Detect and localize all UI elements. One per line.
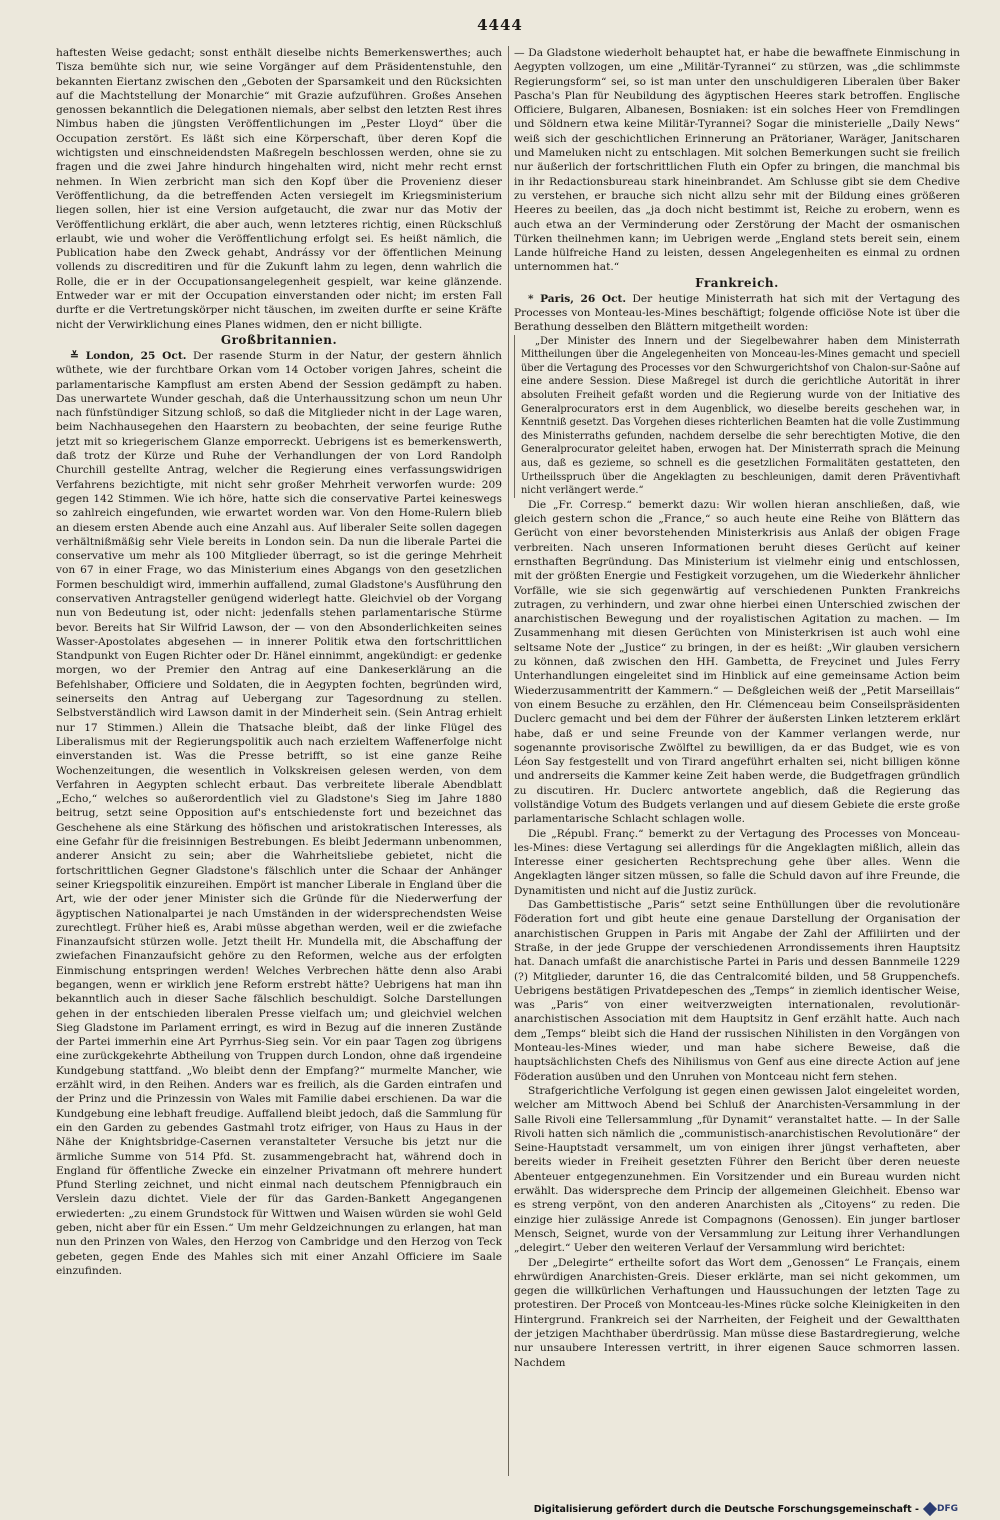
article-republ-franc-paragraph: Die „Républ. Franç.“ bemerkt zu der Vertagung des Processes von Monceau-les-Mines: diese Vertagung sei allerdings für die Angeklagten mißlich, allein das Interesse einer gesicherten Rechtsprechung gehe über alles. Wenn die Angeklagten länger sitzen müssen, so falle die Schuld davon auf ihre Freunde, die Dynamitisten und nicht auf die Justiz zurück. [514,827,960,897]
column-divider [508,46,509,1476]
section-heading-great-britain: Großbritannien. [220,332,338,347]
page-number: 4444 [477,16,523,34]
article-paris-paragraph [514,292,960,335]
right-column [514,46,960,1476]
article-london-text: Der rasende Sturm in der Natur, der gestern ähnlich wüthete, wie der furchtbare Orkan vom 14 October vorigen Jahres, scheint die parlamentarische Kampflust am ersten Abend der Session gedämpft zu haben. Das unerwartete Wunder geschah, daß die Unterhaussitzung schon um neun Uhr nach fünfstündiger Sitzung schloß, so daß die Mitglieder nicht in der Lage waren, beim Nachhausegehen den Haarstern zu beobachten, der seine feurige Ruthe jetzt mit so kriegerischem Glanze emporreckt. Uebrigens ist es bemerkenswerth, daß trotz der Kürze und Ruhe der Verhandlungen der von Lord Randolph Churchill gestellte Antrag, welcher die Regierung eines verfassungswidrigen Verfahrens bezichtigte, mit nicht sehr großer Mehrheit verworfen wurde: 209 gegen 142 Stimmen. Wie ich höre, hatte sich die conservative Partei keineswegs so zahlreich eingefunden, wie erwartet worden war. Von den Home-Rulern blieb an diesem ersten Abende auch eine Anzahl aus. Auf liberaler Seite sollen dagegen verhältnißmäßig sehr Viele bereits in London sein. Da nun die liberale Partei die conservative um mehr als 100 Mitglieder überragt, so ist die geringe Mehrheit von 67 in einer Frage, wo das Ministerium eines Abgangs von den gesetzlichen Formen beschuldigt wird, immerhin auffallend, zumal Gladstone's Ausführung den conservativen Antragsteller genügend widerlegt hatte. Gleichviel ob der Vorgang nun von Bedeutung ist, oder nicht: jedenfalls stehen parlamentarische Stürme bevor. Bereits hat Sir Wilfrid Lawson, der — von den Absonderlichkeiten seines Wasser-Apostolates abgesehen — in innerer Politik etwa den fortschrittlichen Standpunkt von Eugen Richter oder Dr. Hänel einnimmt, angekündigt: er gedenke morgen, wo der Premier den Antrag auf eine Dankeserklärung an die Befehlshaber, Officiere und Soldaten, die in Aegypten fochten, begründen wird, seinerseits den Antrag auf Uebergang zur Tagesordnung zu stellen. Selbstverständlich wird Lawson damit in der Minderheit sein. (Sein Antrag erhielt nur 17 Stimmen.) Allein die Thatsache bleibt, daß der linke Flügel des Liberalismus mit der Regierungspolitik auch nach erzieltem Waffenerfolge nicht einverstanden ist. Was die Presse betrifft, so ist eine ganze Reihe Wochenzeitungen, die wesentlich in Volkskreisen gelesen werden, von dem Verfahren in Aegypten schlecht erbaut. Das verbreitete liberale Abendblatt „Echo,“ welches so außerordentlich viel zu Gladstone's Sieg im Jahre 1880 beitrug, setzt seine Opposition auf's entschiedenste fort und bezeichnet das Geschehene als eine Stärkung des höfischen und aristokratischen Interesses, als eine Gefahr für die freisinnigen Bestrebungen. Es bleibt Jedermann unbenommen, anderer Ansicht zu sein; aber die Wahrheitsliebe gebietet, nicht die fortschrittlichen Gegner Gladstone's fälschlich unter die Schaar der Anhänger seiner Kriegspolitik einzureihen. Empört ist mancher Liberale in England über die Art, wie der oder jener Minister sich die Gründe für die Niederwerfung der ägyptischen Nationalpartei je nach Umständen in der widersprechendsten Weise zurechtlegt. Früher hieß es, Arabi müsse abgethan werden, weil er die zwiefache Finanzaufsicht stürzen wolle. Jetzt theilt Hr. Mundella mit, die Abschaffung der zwiefachen Finanzaufsicht gehöre zu den Reformen, welche aus der erfolgten Einmischung entspringen werden! Welches Verbrechen hätte denn also Arabi begangen, wenn er wirklich jene Reform erstrebt hätte? Uebrigens hat man ihn bekanntlich auch in dieser Sache fälschlich beschuldigt. Solche Darstellungen gehen in der entschieden liberalen Presse vielfach um; und gleichviel welchen Sieg Gladstone im Parlament erringt, es wird in Bezug auf die inneren Zustände der Partei immerhin eine Art Pyrrhus-Sieg sein. Vor ein paar Tagen zog übrigens eine zurückgekehrte Abtheilung von Truppen durch London, ohne daß irgendeine Kundgebung stattfand. „Wo bleibt denn der Empfang?“ murmelte Mancher, wie erzählt wird, in den Reihen. Anders war es freilich, als die Garden eintrafen und der Prinz und die Prinzessin von Wales mit Familie dabei erschienen. Da war die Kundgebung eine lebhaft freudige. Auffallend bleibt jedoch, daß die Sammlung für ein den Garden zu gebendes Gastmahl trotz eifriger, von Haus zu Haus in der Nähe der Knightsbridge-Casernen veranstalteter Versuche bis jetzt nur die ärmliche Summe von 514 Pfd. St. zusammengebracht hat, während doch in England für öffentliche Zwecke ein einzelner Privatmann oft mehrere hundert Pfund Sterling zeichnet, und nicht einmal nach deutschem Pfennigbrauch ein Verslein dazu dichtet. Viele der für das Garden-Bankett Angegangenen erwiederten: „zu einem Grundstock für Wittwen und Waisen würden sie wohl Geld geben, nicht aber für ein Essen.“ Um mehr Geldzeichnungen zu erlangen, hat man nun den Prinzen von Wales, den Herzog von Cambridge und den Herzog von Teck gebeten, gegen Ende des Mahles sich mit einer Anzahl Officiere im Saale einzufinden. [56,349,502,1277]
dfg-logo [925,1504,958,1514]
article-paris-anarchists-paragraph: Das Gambettistische „Paris“ setzt seine Enthüllungen über die revolutionäre Föderation fort und gibt heute eine genaue Darstellung der Organisation der anarchistischen Gruppen in Paris mit Angabe der Zahl der Affiliirten und der Straße, in der jede Gruppe der verschiedenen Arrondissements ihren Hauptsitz hat. Danach umfaßt die anarchistische Partei in Paris und dessen Bannmeile 1229 (?) Mitglieder, darunter 16, die das Centralcomité bilden, und 58 Gruppenchefs. Uebrigens bestätigen Privatdepeschen des „Temps“ in ziemlich identischer Weise, was „Paris“ von einer weitverzweigten internationalen, revolutionär-anarchistischen Association mit dem Hauptsitz in Genf erzählt hatte. Auch nach dem „Temps“ bleibt sich die Hand der russischen Nihilisten in den Vorgängen von Monteau-les-Mines wieder, und man habe sichere Beweise, daß die hauptsächlichsten Chefs des Nihilismus von Genf aus eine directe Action auf jene Föderation ausüben und den Unruhen von Montceau nicht fern stehen. [514,899,960,1083]
dfg-logo-mark-icon [923,1502,937,1516]
dfg-logo-text: DFG [936,1504,958,1514]
dateline-paris: * Paris, 26 Oct. [528,292,627,305]
article-paris-text: Der heutige Ministerrath hat sich mit der Vertagung des Processes von Monteau-les-Mines beschäftigt; folgende officiöse Note ist über die Berathung desselben den Blättern mitgetheilt worden: [514,292,960,334]
article-austria-paragraph: haftesten Weise gedacht; sonst enthält dieselbe nichts Bemerkenswerthes; auch Tisza bemühte sich nur, wie seine Vorgänger auf dem Präsidentenstuhle, den bekannten Eiertanz zwischen den „Geboten der Sparsamkeit und den Rücksichten auf die Machtstellung der Monarchie“ mit Grazie aufzuführen. Großes Ansehen genossen bekanntlich die Delegationen niemals, aber selbst den letzten Rest ihres Nimbus haben die jüngsten Veröffentlichungen im „Pester Lloyd“ über die Occupation zerstört. Es läßt sich eine Körperschaft, über deren Kopf die wichtigsten und einschneidendsten Maßregeln beschlossen werden, ohne sie zu fragen und die zwei Jahre hindurch hingehalten wird, nicht mehr recht ernst nehmen. In Wien zerbricht man sich den Kopf über die Provenienz dieser Veröffentlichung, da die betreffenden Acten versiegelt im Kriegsministerium liegen sollen, hier ist eine Version aufgetaucht, die zwar nur das Motiv der Veröffentlichung erklärt, die aber auch, wenn letzteres richtig, einen Rückschluß erlaubt, wie und woher die Veröffentlichung erfolgt sei. Es heißt nämlich, die Publication habe den Zweck gehabt, Andrássy vor der öffentlichen Meinung vollends zu discreditiren und für die Zukunft lahm zu legen, denn wahrlich die Rolle, die er in der Occupationsangelegenheit gespielt, war keine glänzende. Entweder war er mit der Occupation einverstanden oder nicht; im ersten Fall durfte er die Vertretungskörper nicht täuschen, im zweiten durfte er seine Kräfte nicht der Verwirklichung eines Planes widmen, den er nicht billigte. [56,47,502,331]
article-delegate-paragraph: Der „Delegirte“ ertheilte sofort das Wort dem „Genossen“ Le Français, einem ehrwürdigen Anarchisten-Greis. Dieser erklärte, man sei nicht gekommen, um gegen die willkürlichen Verhaftungen und Haussuchungen der letzten Tage zu protestiren. Der Proceß von Montceau-les-Mines rücke solche Kleinigkeiten in den Hintergrund. Frankreich sei der Narrheiten, der Feigheit und der Gewaltthaten der jetzigen Machthaber überdrüssig. Man müsse diese Bastardregierung, welche nur unsaubere Interessen vertritt, in ihrer eigenen Sauce schmorren lassen. Nachdem [514,1256,960,1369]
dateline-london: ≚ London, 25 Oct. [70,349,187,362]
official-note-quote: „Der Minister des Innern und der Siegelbewahrer haben dem Ministerrath Mittheilungen über die Angelegenheiten von Monceau-les-Mines gemacht und speciell über die Vertagung des Processes vor den Schwurgerichtshof von Chalon-sur-Saône auf eine andere Session. Diese Maßregel ist durch die gerichtliche Autorität in ihrer absoluten Freiheit gefaßt worden und die Regierung wurde von der Initiative des Generalprocurators erst in dem Augenblick, wo dieselbe bereits geschehen war, in Kenntniß gesetzt. Das Vorgehen dieses richterlichen Beamten hat die volle Zustimmung des Ministerraths gefunden, nachdem derselbe die sehr berechtigten Motive, die den Generalprocurator geleitet haben, erwogen hat. Der Ministerrath sprach die Meinung aus, daß es gezieme, so schnell es die gesetzlichen Formalitäten gestatteten, den Urtheilsspruch über die Angeklagten zu beschleunigen, damit deren Präventivhaft nicht verlängert werde.“ [514,335,960,498]
section-heading-france: Frankreich. [695,275,779,290]
footer-text: Digitalisierung gefördert durch die Deutsche Forschungsgemeinschaft - [533,1503,919,1515]
article-prosecution-paragraph: Strafgerichtliche Verfolgung ist gegen einen gewissen Jalot eingeleitet worden, welcher am Mittwoch Abend bei Schluß der Anarchisten-Versammlung in der Salle Rivoli eine Tellersammlung „für Dynamit“ veranstaltet hatte. — In der Salle Rivoli hatten sich nämlich die „communistisch-anarchistischen Revolutionäre“ der Seine-Hauptstadt versammelt, um von einigen ihrer jüngst verhafteten, aber bereits wieder in Freiheit gesetzten Führer den Bericht über deren neueste Abenteuer entgegenzunehmen. Ein Vorsitzender und ein Bureau wurden nicht erwählt. Das widerspreche dem Princip der allgemeinen Gleichheit. Ebenso war es streng verpönt, von den anderen Anarchisten als „Citoyens“ zu reden. Die einzige hier zulässige Anrede ist Compagnons (Genossen). Ein junger bartloser Mensch, Seignet, wurde von der Versammlung zur Leitung ihrer Verhandlungen „delegirt.“ Ueber den weiteren Verlauf der Versammlung wird berichtet: [514,1084,960,1255]
article-london-paragraph [56,349,502,1278]
article-egypt-paragraph: — Da Gladstone wiederholt behauptet hat, er habe die bewaffnete Einmischung in Aegypten vollzogen, um eine „Militär-Tyrannei“ zu stürzen, was „die schlimmste Regierungsform“ sei, so ist man unter den unschuldigeren Liberalen über Baker Pascha's Plan für Neubildung des ägyptischen Heeres stark betroffen. Englische Officiere, Bulgaren, Albanesen, Bosniaken: ist ein solches Heer von Fremdlingen und Söldnern etwa keine Militär-Tyrannei? Sogar die ministerielle „Daily News“ weiß sich der geschichtlichen Erinnerung an Prätorianer, Waräger, Janitscharen und Mameluken nicht zu entschlagen. Mit solchen Bemerkungen sucht sie freilich nur äußerlich der fortschrittlichen Fluth ein Opfer zu bringen, die manchmal bis in ihr Redactionsbureau stark hineinbrandet. Am Schlusse gibt sie dem Chedive zu verstehen, er brauche sich nicht allzu sehr mit der Bildung eines größeren Heeres zu beeilen, das „ja doch nicht bestimmt ist, Reiche zu erobern, wenn es auch etwa an der Verminderung oder Zerstörung der Macht der osmanischen Türken theilnehmen kann; im Uebrigen werde „England stets bereit sein, einem Lande hülfreiche Hand zu leisten, dessen Angelegenheiten es einmal zu ordnen unternommen hat.“ [514,47,960,274]
left-column [56,46,502,1476]
article-fr-corresp-paragraph: Die „Fr. Corresp.“ bemerkt dazu: Wir wollen hieran anschließen, daß, wie gleich gestern schon die „France,“ so auch heute eine Reihe von Blättern das Gerücht von einer bevorstehenden Ministerkrisis aus Anlaß der obigen Frage verbreiten. Nach unseren Informationen beruht dieses Gerücht auf keiner ernsthaften Begründung. Das Ministerium ist vielmehr einig und entschlossen, mit der größten Energie und Festigkeit vorzugehen, um die Wiederkehr ähnlicher Vorfälle, wie sie sich gegenwärtig auf verschiedenen Punkten Frankreichs zutragen, zu verhindern, und zwar ohne hierbei einen Unterschied zwischen der anarchistischen Bewegung und der royalistischen Agitation zu machen. — Im Zusammenhang mit diesen Gerüchten von Ministerkrisen ist auch wohl eine seltsame Note der „Justice“ zu bringen, in der es heißt: „Wir glauben versichern zu können, daß zwischen den HH. Gambetta, de Freycinet und Jules Ferry Unterhandlungen eingeleitet sind im Hinblick auf eine gemeinsame Action beim Wiederzusammentritt der Kammern.“ — Deßgleichen weiß der „Petit Marseillais“ von einem Besuche zu erzählen, den Hr. Clémenceau beim Conseilspräsidenten Duclerc gemacht und bei dem der Führer der äußersten Linken letzterem erklärt habe, daß er und seine Freunde von der Kammer verlangen werde, nur sogenannte provisorische Zwölftel zu bewilligen, da er das Budget, wie es von Léon Say festgestellt und von Tirard angeführt erhalten sei, nicht billigen könne und andrerseits die Kammer keine Zeit haben werde, die Budgetfragen gründlich zu discutiren. Hr. Duclerc antwortete angeblich, daß die Regierung das vollständige Votum des Budgets verlangen und auf diesem Gebiete die erste große parlamentarische Schlacht schlagen wolle. [514,498,960,826]
funding-footer [534,1502,958,1516]
